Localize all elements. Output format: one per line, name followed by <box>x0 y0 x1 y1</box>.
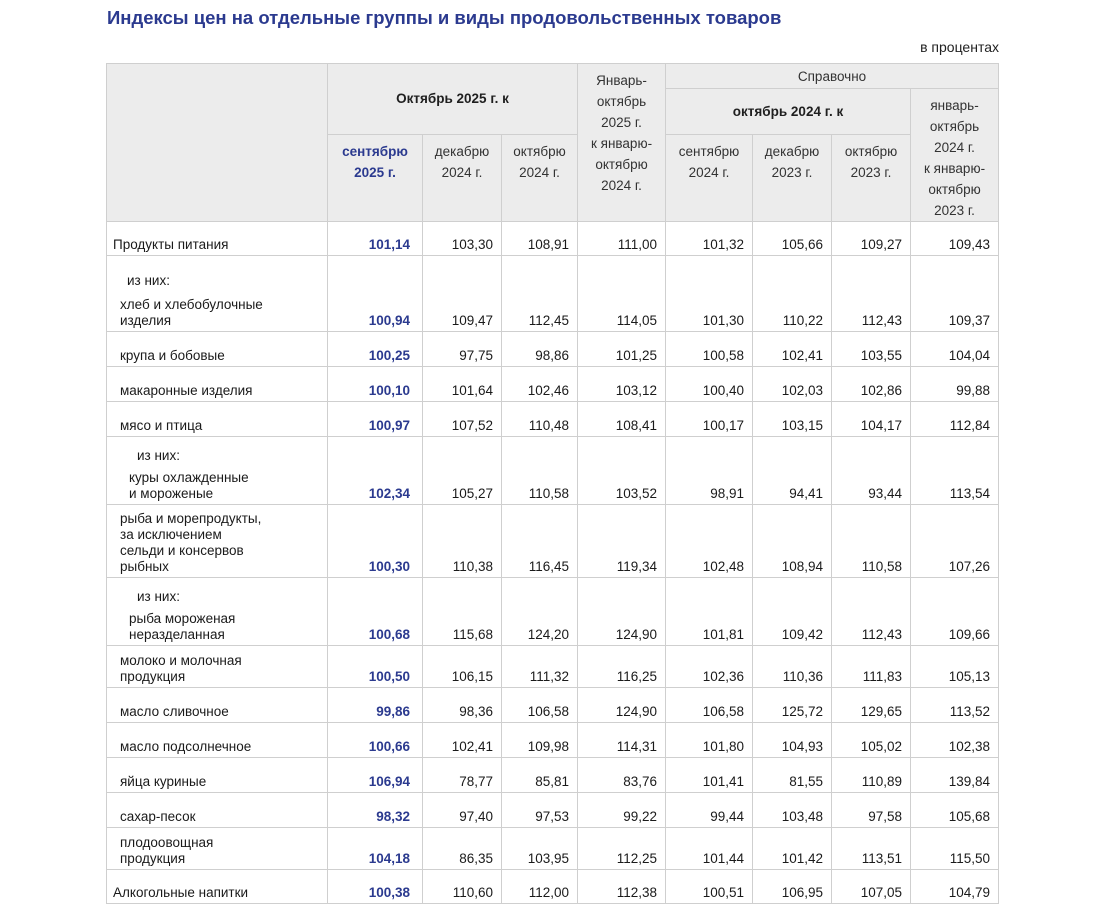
value-cell: 101,30 <box>666 256 753 332</box>
value-cell: 104,17 <box>832 402 911 437</box>
value-cell: 114,31 <box>578 723 666 758</box>
subcolumn-header <box>502 134 578 221</box>
value-cell: 129,65 <box>832 688 911 723</box>
value-cell: 93,44 <box>832 437 911 505</box>
header-line: 2024 г. <box>441 164 483 180</box>
jan-oct-prev-header <box>911 89 999 222</box>
value-cell: 109,42 <box>753 578 832 646</box>
table-row <box>107 402 999 437</box>
table-row <box>107 367 999 402</box>
value-cell: 103,95 <box>502 828 578 870</box>
value-cell: 106,95 <box>753 870 832 904</box>
header-line: январь- <box>930 98 979 113</box>
value-cell: 107,05 <box>832 870 911 904</box>
value-cell: 110,36 <box>753 646 832 688</box>
value-cell: 100,97 <box>328 402 423 437</box>
header-line: октябрь <box>929 119 980 134</box>
row-label <box>107 646 328 688</box>
value-cell: 101,32 <box>666 222 753 256</box>
value-cell: 101,64 <box>423 367 502 402</box>
value-cell: 83,76 <box>578 758 666 793</box>
value-cell: 102,46 <box>502 367 578 402</box>
table-row <box>107 437 999 505</box>
value-cell: 100,58 <box>666 332 753 367</box>
table-row <box>107 688 999 723</box>
value-cell: 108,41 <box>578 402 666 437</box>
value-cell: 109,66 <box>911 578 999 646</box>
value-cell: 116,45 <box>502 505 578 578</box>
value-cell: 139,84 <box>911 758 999 793</box>
value-cell: 97,58 <box>832 793 911 828</box>
value-cell: 106,94 <box>328 758 423 793</box>
value-cell: 99,86 <box>328 688 423 723</box>
value-cell: 110,38 <box>423 505 502 578</box>
header-line: октябрю <box>928 182 981 197</box>
row-label <box>107 402 328 437</box>
subcolumn-header <box>328 134 423 221</box>
value-cell: 86,35 <box>423 828 502 870</box>
header-line: сентябрю <box>678 143 740 159</box>
value-cell: 98,36 <box>423 688 502 723</box>
row-label <box>107 870 328 904</box>
subgroup-prefix: из них: <box>127 273 170 288</box>
row-label <box>107 505 328 578</box>
value-cell: 103,15 <box>753 402 832 437</box>
value-cell: 104,93 <box>753 723 832 758</box>
value-cell: 115,50 <box>911 828 999 870</box>
table-row <box>107 758 999 793</box>
value-cell: 105,66 <box>753 222 832 256</box>
header-line: декабрю <box>434 143 490 159</box>
value-cell: 119,34 <box>578 505 666 578</box>
row-label-line: рыба и морепродукты, <box>120 511 262 526</box>
row-label-line: масло сливочное <box>120 704 229 719</box>
value-cell: 103,30 <box>423 222 502 256</box>
value-cell: 101,14 <box>328 222 423 256</box>
subcolumn-header <box>753 134 832 221</box>
header-line: 2024 г. <box>519 164 560 180</box>
value-cell: 107,52 <box>423 402 502 437</box>
page-title: Индексы цен на отдельные группы и виды продовольственных товаров <box>107 7 782 28</box>
row-label <box>107 578 328 646</box>
row-label-line: крупа и бобовые <box>120 348 225 363</box>
value-cell: 85,81 <box>502 758 578 793</box>
row-label-line: сахар-песок <box>120 809 196 824</box>
row-label <box>107 222 328 256</box>
value-cell: 112,84 <box>911 402 999 437</box>
value-cell: 81,55 <box>753 758 832 793</box>
header-line: 2023 г. <box>771 164 813 180</box>
row-label <box>107 758 328 793</box>
value-cell: 110,89 <box>832 758 911 793</box>
row-label-line: продукция <box>120 851 186 866</box>
value-cell: 100,38 <box>328 870 423 904</box>
group-prev-header: октябрь 2024 г. к <box>666 89 911 135</box>
value-cell: 109,98 <box>502 723 578 758</box>
row-label-line: хлеб и хлебобулочные <box>120 297 263 312</box>
value-cell: 78,77 <box>423 758 502 793</box>
table-row <box>107 646 999 688</box>
header-line: октябрю <box>844 143 898 159</box>
value-cell: 97,75 <box>423 332 502 367</box>
value-cell: 102,48 <box>666 505 753 578</box>
price-index-table <box>106 63 999 904</box>
header-line: Январь- <box>596 73 647 88</box>
subcolumn-header <box>666 134 753 221</box>
value-cell: 102,41 <box>753 332 832 367</box>
header-line: октябрю <box>513 143 566 159</box>
row-label-line: Продукты питания <box>113 237 229 252</box>
row-label-line: сельди и консервов <box>120 543 244 558</box>
row-label <box>107 723 328 758</box>
row-label-line: рыбных <box>120 559 169 574</box>
table-row <box>107 828 999 870</box>
row-label <box>107 793 328 828</box>
group-current-header: Октябрь 2025 г. к <box>328 64 578 135</box>
header-line: 2025 г. <box>354 164 396 180</box>
row-label <box>107 367 328 402</box>
header-line: 2024 г. <box>934 140 975 155</box>
row-label <box>107 828 328 870</box>
value-cell: 102,38 <box>911 723 999 758</box>
value-cell: 103,12 <box>578 367 666 402</box>
value-cell: 112,38 <box>578 870 666 904</box>
value-cell: 97,53 <box>502 793 578 828</box>
value-cell: 94,41 <box>753 437 832 505</box>
value-cell: 115,68 <box>423 578 502 646</box>
value-cell: 110,58 <box>502 437 578 505</box>
row-label-line: молоко и молочная <box>120 653 242 668</box>
value-cell: 112,00 <box>502 870 578 904</box>
value-cell: 104,04 <box>911 332 999 367</box>
value-cell: 100,94 <box>328 256 423 332</box>
value-cell: 113,54 <box>911 437 999 505</box>
row-label-line: плодоовощная <box>120 835 214 850</box>
subcolumn-header <box>832 134 911 221</box>
value-cell: 105,68 <box>911 793 999 828</box>
value-cell: 102,86 <box>832 367 911 402</box>
value-cell: 110,60 <box>423 870 502 904</box>
row-label-line: и мороженые <box>129 486 214 501</box>
value-cell: 105,02 <box>832 723 911 758</box>
header-line: к январю- <box>590 136 653 151</box>
row-label-line: неразделанная <box>129 627 225 642</box>
header-line: октябрь <box>596 94 647 109</box>
value-cell: 102,41 <box>423 723 502 758</box>
units-note: в процентах <box>920 39 999 55</box>
row-label <box>107 437 328 505</box>
table-row <box>107 793 999 828</box>
value-cell: 105,13 <box>911 646 999 688</box>
row-label-line: за исключением <box>120 527 222 542</box>
value-cell: 103,55 <box>832 332 911 367</box>
value-cell: 106,15 <box>423 646 502 688</box>
subgroup-prefix: из них: <box>137 448 180 463</box>
value-cell: 101,80 <box>666 723 753 758</box>
value-cell: 103,48 <box>753 793 832 828</box>
value-cell: 99,88 <box>911 367 999 402</box>
value-cell: 114,05 <box>578 256 666 332</box>
table-row <box>107 870 999 904</box>
header-line: октябрю <box>595 157 648 172</box>
value-cell: 99,44 <box>666 793 753 828</box>
table-row <box>107 578 999 646</box>
table-row <box>107 505 999 578</box>
value-cell: 124,20 <box>502 578 578 646</box>
header-line: 2023 г. <box>934 203 975 218</box>
value-cell: 101,25 <box>578 332 666 367</box>
value-cell: 112,45 <box>502 256 578 332</box>
row-label <box>107 332 328 367</box>
value-cell: 124,90 <box>578 688 666 723</box>
subgroup-prefix: из них: <box>137 589 180 604</box>
value-cell: 108,94 <box>753 505 832 578</box>
value-cell: 100,51 <box>666 870 753 904</box>
value-cell: 110,58 <box>832 505 911 578</box>
table-row <box>107 256 999 332</box>
row-label-line: рыба мороженая <box>129 611 236 626</box>
value-cell: 99,22 <box>578 793 666 828</box>
value-cell: 124,90 <box>578 578 666 646</box>
value-cell: 104,79 <box>911 870 999 904</box>
subcolumn-header <box>423 134 502 221</box>
value-cell: 111,83 <box>832 646 911 688</box>
value-cell: 100,30 <box>328 505 423 578</box>
value-cell: 113,51 <box>832 828 911 870</box>
row-label-header <box>107 64 328 222</box>
row-label-line: масло подсолнечное <box>120 739 252 754</box>
value-cell: 100,10 <box>328 367 423 402</box>
value-cell: 98,32 <box>328 793 423 828</box>
value-cell: 113,52 <box>911 688 999 723</box>
value-cell: 111,32 <box>502 646 578 688</box>
reference-header: Справочно <box>666 64 999 89</box>
value-cell: 102,03 <box>753 367 832 402</box>
value-cell: 106,58 <box>666 688 753 723</box>
value-cell: 106,58 <box>502 688 578 723</box>
value-cell: 109,27 <box>832 222 911 256</box>
header-line: 2024 г. <box>601 178 642 193</box>
value-cell: 97,40 <box>423 793 502 828</box>
value-cell: 100,50 <box>328 646 423 688</box>
value-cell: 100,66 <box>328 723 423 758</box>
table-row <box>107 222 999 256</box>
row-label <box>107 256 328 332</box>
value-cell: 111,00 <box>578 222 666 256</box>
value-cell: 105,27 <box>423 437 502 505</box>
value-cell: 100,68 <box>328 578 423 646</box>
header-line: 2024 г. <box>688 164 730 180</box>
value-cell: 109,37 <box>911 256 999 332</box>
table-row <box>107 723 999 758</box>
row-label-line: яйца куриные <box>120 774 207 789</box>
row-label-line: мясо и птица <box>120 418 203 433</box>
value-cell: 109,47 <box>423 256 502 332</box>
value-cell: 112,43 <box>832 256 911 332</box>
value-cell: 110,48 <box>502 402 578 437</box>
header-line: 2023 г. <box>850 164 892 180</box>
header-line: декабрю <box>764 143 820 159</box>
value-cell: 112,25 <box>578 828 666 870</box>
header-line: к январю- <box>923 161 986 176</box>
value-cell: 112,43 <box>832 578 911 646</box>
row-label-line: изделия <box>120 313 172 328</box>
row-label-line: куры охлажденные <box>129 470 249 485</box>
value-cell: 98,91 <box>666 437 753 505</box>
value-cell: 101,81 <box>666 578 753 646</box>
value-cell: 109,43 <box>911 222 999 256</box>
value-cell: 100,25 <box>328 332 423 367</box>
header-line: сентябрю <box>342 143 408 159</box>
value-cell: 100,17 <box>666 402 753 437</box>
value-cell: 110,22 <box>753 256 832 332</box>
value-cell: 125,72 <box>753 688 832 723</box>
value-cell: 98,86 <box>502 332 578 367</box>
value-cell: 107,26 <box>911 505 999 578</box>
table-row <box>107 332 999 367</box>
row-label-line: продукция <box>120 669 186 684</box>
value-cell: 100,40 <box>666 367 753 402</box>
header-line: 2025 г. <box>601 115 642 130</box>
row-label-line: макаронные изделия <box>120 383 253 398</box>
value-cell: 102,34 <box>328 437 423 505</box>
value-cell: 101,41 <box>666 758 753 793</box>
value-cell: 104,18 <box>328 828 423 870</box>
jan-oct-current-header <box>578 64 666 222</box>
value-cell: 108,91 <box>502 222 578 256</box>
value-cell: 103,52 <box>578 437 666 505</box>
row-label-line: Алкогольные напитки <box>113 885 249 900</box>
value-cell: 101,44 <box>666 828 753 870</box>
value-cell: 116,25 <box>578 646 666 688</box>
value-cell: 102,36 <box>666 646 753 688</box>
row-label <box>107 688 328 723</box>
value-cell: 101,42 <box>753 828 832 870</box>
